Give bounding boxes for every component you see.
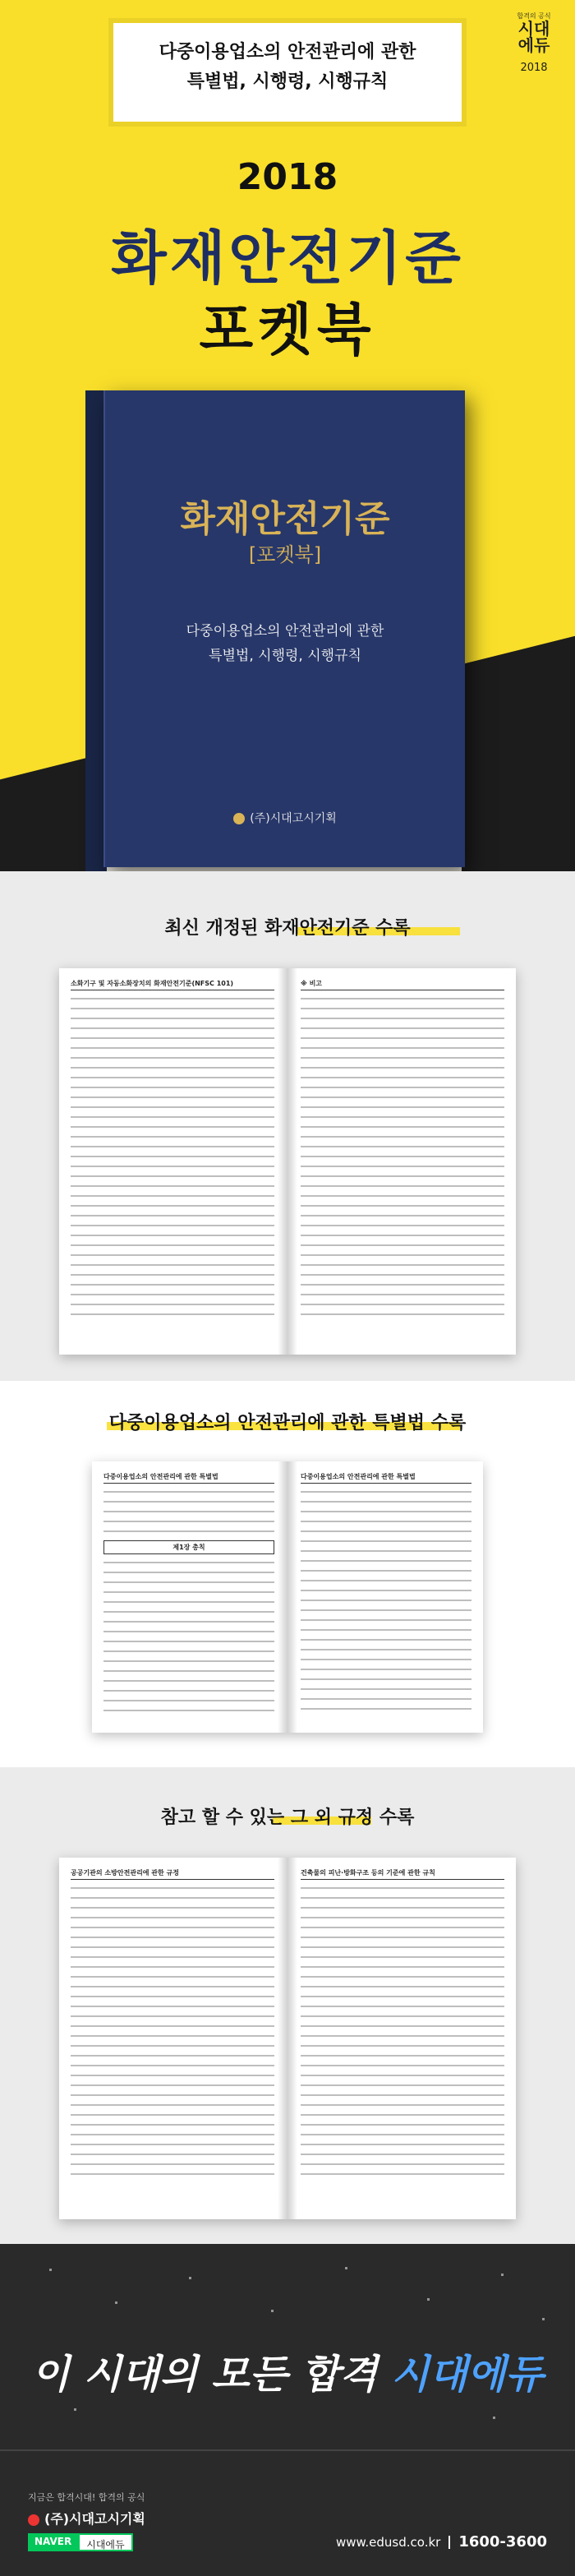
book-description xyxy=(105,619,465,668)
heading-suffix: 수록 xyxy=(425,1413,467,1433)
book-spread-image xyxy=(92,1461,483,1733)
slogan-brand: 시대에듀 xyxy=(391,2352,544,2398)
naver-search-term: 시대에듀 xyxy=(78,2533,132,2551)
publisher-logo-icon xyxy=(28,2514,39,2526)
heading-highlight: 다중이용업소의 안전관리에 관한 특별법 xyxy=(108,1413,426,1433)
subtitle-line-2: 특별법, 시행령, 시행규칙 xyxy=(186,72,389,92)
footer xyxy=(0,2244,575,2576)
footer-publisher-name-row xyxy=(28,2509,145,2528)
publisher-logo-icon xyxy=(233,813,245,824)
left-page xyxy=(71,1869,274,2208)
footer-contact xyxy=(336,2533,547,2551)
right-page-header: ※ 비고 xyxy=(301,980,504,990)
heading-highlight: 화재안전기준 xyxy=(264,918,370,939)
chapter-box: 제1장 총칙 xyxy=(104,1540,274,1554)
hero-section xyxy=(0,0,575,871)
spread-gutter xyxy=(278,1461,297,1733)
book-title: 화재안전기준 xyxy=(180,498,390,540)
left-page-header: 공공기관의 소방안전관리에 관한 규정 xyxy=(71,1869,274,1880)
footer-publisher xyxy=(28,2491,145,2528)
right-page xyxy=(301,980,504,1343)
naver-search-badge[interactable] xyxy=(28,2533,133,2551)
book-cover-image xyxy=(85,390,463,871)
section-heading xyxy=(0,914,575,939)
spread-gutter xyxy=(278,968,297,1355)
section-heading xyxy=(0,1803,575,1829)
logo-tagline: 합격의 공식 xyxy=(517,12,551,20)
subtitle-line-1: 다중이용업소의 안전관리에 관한 xyxy=(159,42,416,62)
footer-divider xyxy=(0,2449,575,2451)
book-subtitle: [포켓북] xyxy=(248,543,322,566)
section-special-act xyxy=(0,1381,575,1767)
right-page-header: 건축물의 피난·방화구조 등의 기준에 관한 규칙 xyxy=(301,1869,504,1880)
heading-suffix: 수록 xyxy=(373,1807,415,1828)
logo-year: 2018 xyxy=(520,62,548,74)
naver-label: NAVER xyxy=(28,2533,78,2551)
left-page-header: 다중이용업소의 안전관리에 관한 특별법 xyxy=(104,1473,274,1484)
book-desc-line-1: 다중이용업소의 안전관리에 관한 xyxy=(186,623,384,639)
book-desc-line-2: 특별법, 시행령, 시행규칙 xyxy=(209,648,361,664)
hero-year: 2018 xyxy=(237,156,338,198)
book-spread-image xyxy=(59,1858,516,2219)
heading-prefix: 최신 개정된 xyxy=(164,918,264,939)
book-publisher-name: (주)시대고시기획 xyxy=(250,812,337,825)
footer-publisher-name: (주)시대고시기획 xyxy=(44,2511,145,2527)
brand-logo[interactable] xyxy=(511,12,557,74)
right-page xyxy=(301,1473,472,1721)
hero-title-sub: 포켓북 xyxy=(199,298,376,363)
subtitle-banner xyxy=(113,23,462,122)
spread-gutter xyxy=(278,1858,297,2219)
book-publisher xyxy=(105,810,465,826)
right-page-header: 다중이용업소의 안전관리에 관한 특별법 xyxy=(301,1473,472,1484)
left-page xyxy=(104,1473,274,1721)
heading-prefix: 참고 할 수 있는 xyxy=(160,1807,291,1828)
right-page xyxy=(301,1869,504,2208)
logo-name: 시대에듀 xyxy=(518,19,550,55)
hero-title: 화재안전기준 xyxy=(111,224,464,292)
website-link[interactable]: www.edusd.co.kr xyxy=(335,2535,441,2550)
footer-tagline: 지금은 합격시대! 합격의 공식 xyxy=(28,2492,145,2503)
section-fire-safety-standards xyxy=(0,871,575,1381)
heading-highlight: 그 외 규정 xyxy=(290,1807,374,1828)
heading-suffix: 수록 xyxy=(369,918,411,939)
slogan xyxy=(0,2343,575,2399)
book-cover xyxy=(104,390,465,867)
left-page-header: 소화기구 및 자동소화장치의 화재안전기준(NFSC 101) xyxy=(71,980,274,990)
section-heading xyxy=(0,1409,575,1434)
phone-number[interactable]: 1600-3600 xyxy=(458,2533,547,2551)
section-other-regulations xyxy=(0,1767,575,2244)
book-spread-image xyxy=(59,968,516,1355)
contact-separator xyxy=(448,2536,450,2549)
slogan-prefix: 이 시대의 모든 합격 xyxy=(31,2352,392,2398)
left-page xyxy=(71,980,274,1343)
